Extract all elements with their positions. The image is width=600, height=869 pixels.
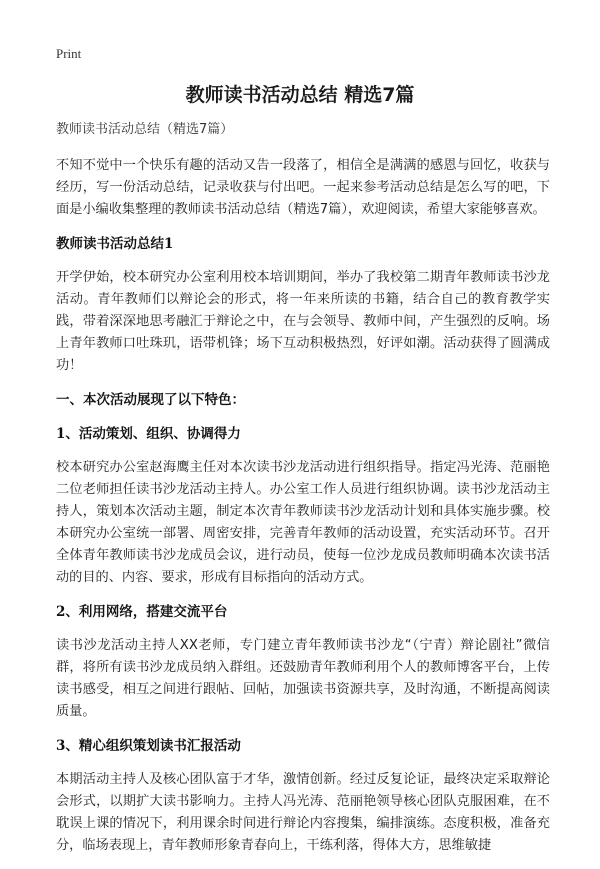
section-heading-features: 一、本次活动展现了以下特色： <box>56 392 245 408</box>
print-link[interactable]: Print <box>56 46 82 61</box>
article-subtitle: 教师读书活动总结（精选7篇） <box>56 122 234 137</box>
subheading-network: 2、利用网络，搭建交流平台 <box>56 604 228 620</box>
section-heading-summary-1: 教师读书活动总结1 <box>56 236 174 252</box>
planning-paragraph: 校本研究办公室赵海鹰主任对本次读书沙龙活动进行组织指导。指定冯光涛、范丽艳二位老师担任读书沙龙活动主持人。办公室工作人员进行组织协调。读书沙龙活动主持人，策划本次活动主题，制定本次青年教师读书沙龙活动计划和具体实施步骤。校本研究办公室统一部署、周密安排，完善青年教师的活动设置，充实活动环节。召开全体青年教师读书沙龙成员会议，进行动员，使每一位沙龙成员教师明确本次读书活动的目的、内容、要求，形成有目标指向的活动方式。 <box>56 460 550 585</box>
intro-paragraph: 不知不觉中一个快乐有趣的活动又告一段落了，相信全是满满的感恩与回忆，收获与经历，写一份活动总结，记录收获与付出吧。一起来参考活动总结是怎么写的吧，下面是小编收集整理的教师读书活动总结（精选7篇），欢迎阅读，希望大家能够喜欢。 <box>56 158 550 217</box>
subheading-report-activity: 3、精心组织策划读书汇报活动 <box>56 738 241 754</box>
summary-1-paragraph: 开学伊始，校本研究办公室利用校本培训期间，举办了我校第二期青年教师读书沙龙活动。青年教师们以辩论会的形式，将一年来所读的书籍，结合自己的教育教学实践，带着深深地思考融汇于辩论之中，在与会领导、教师中间，产生强烈的反响。场上青年教师口吐珠玑，语带机锋；场下互动积极热烈，好评如潮。活动获得了圆满成功！ <box>56 270 550 373</box>
subheading-planning: 1、活动策划、组织、协调得力 <box>56 426 241 442</box>
page-title: 教师读书活动总结 精选7篇 <box>185 84 415 106</box>
article-body <box>56 120 550 869</box>
report-activity-paragraph: 本期活动主持人及核心团队富于才华，激情创新。经过反复论证，最终决定采取辩论会形式，以期扩大读书影响力。主持人冯光涛、范丽艳领导核心团队克服困难，在不耽误上课的情况下，利用课余时间进行辩论内容搜集，编排演练。态度积极，准备充分，临场表现上，青年教师形象青春向上，干练利落，得体大方，思维敏捷 <box>56 772 550 853</box>
network-paragraph: 读书沙龙活动主持人XX老师，专门建立青年教师读书沙龙“（宁青）辩论剧社”微信群，将所有读书沙龙成员纳入群组。还鼓励青年教师利用个人的教师博客平台，上传读书感受，相互之间进行跟帖、回帖，加强读书资源共享，及时沟通，不断提高阅读质量。 <box>56 638 550 719</box>
